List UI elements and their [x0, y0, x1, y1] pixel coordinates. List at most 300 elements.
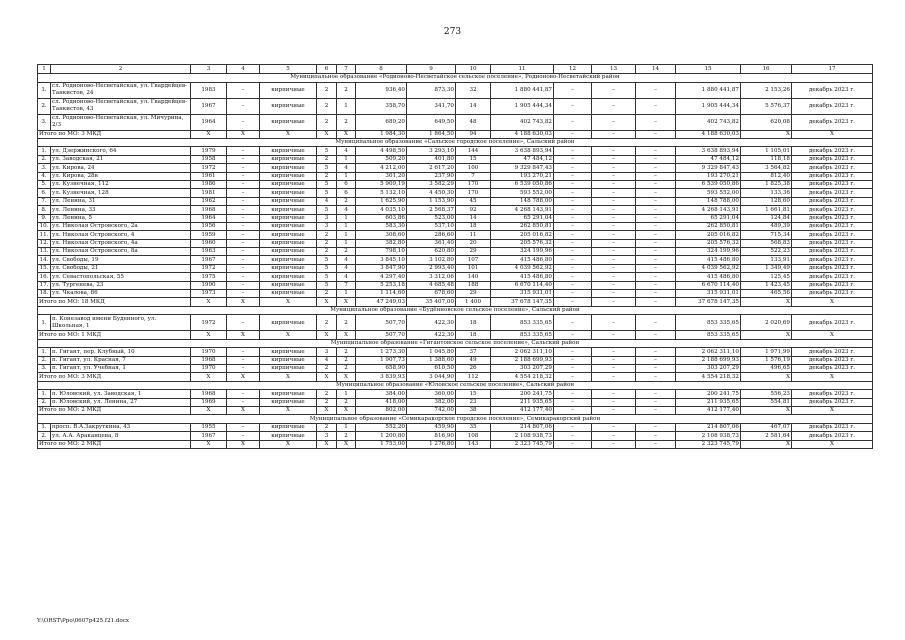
table-row — [38, 214, 873, 222]
table-row — [38, 423, 873, 431]
table-cell: – — [592, 214, 636, 222]
table-row — [38, 281, 873, 289]
table-cell: – — [636, 155, 676, 163]
table-cell: 4 — [337, 256, 356, 264]
total-cell: X — [741, 130, 792, 138]
table-cell: 6 539 050,86 — [491, 180, 554, 188]
table-cell: кирпичные — [260, 290, 317, 298]
table-cell: 35 — [456, 423, 491, 431]
table-cell: 5. — [38, 180, 51, 188]
table-cell: 523,00 — [407, 214, 456, 222]
table-row — [38, 390, 873, 398]
table-cell: 148 788,00 — [491, 197, 554, 205]
table-cell: 2 — [337, 248, 356, 256]
total-cell: – — [592, 331, 636, 339]
total-label: Итого по МО: 3 МКД — [38, 130, 191, 138]
table-cell: – — [227, 82, 260, 98]
table-cell: – — [227, 239, 260, 247]
table-cell: 6 670 114,40 — [491, 281, 554, 289]
table-cell: 5 — [317, 189, 337, 197]
table-cell: 5 — [317, 256, 337, 264]
table-cell: – — [227, 256, 260, 264]
table-cell: 124,84 — [741, 214, 792, 222]
table-cell: 2 581,64 — [741, 432, 792, 440]
total-cell: – — [554, 298, 592, 306]
table-cell: декабрь 2023 г. — [792, 398, 873, 406]
total-cell: 3 839,93 — [356, 373, 407, 381]
table-cell: 47 484,12 — [676, 155, 741, 163]
table-cell: декабрь 2023 г. — [792, 432, 873, 440]
table-cell: 1 153,90 — [407, 197, 456, 205]
table-cell: 4 297,40 — [356, 273, 407, 281]
table-cell: 101 — [456, 264, 491, 272]
total-cell: X — [792, 130, 873, 138]
table-cell: – — [227, 281, 260, 289]
total-cell: 3 044,90 — [407, 373, 456, 381]
table-cell: – — [636, 164, 676, 172]
table-cell: 1964 — [191, 214, 227, 222]
table-cell: 205 016,82 — [676, 231, 741, 239]
table-cell: 3 — [317, 214, 337, 222]
total-cell: – — [592, 373, 636, 381]
table-cell: 2 188 699,93 — [491, 356, 554, 364]
table-cell: 2. — [38, 155, 51, 163]
table-cell: декабрь 2023 г. — [792, 364, 873, 372]
table-cell: – — [554, 114, 592, 130]
total-cell: 4 554 218,32 — [676, 373, 741, 381]
table-cell: 308,60 — [356, 231, 407, 239]
total-cell: X — [191, 373, 227, 381]
table-cell: 522,23 — [741, 248, 792, 256]
table-cell: – — [554, 239, 592, 247]
total-cell: X — [227, 298, 260, 306]
total-label: Итого по МО: 2 МКД — [38, 407, 191, 415]
table-cell: декабрь 2023 г. — [792, 290, 873, 298]
total-cell: – — [554, 440, 592, 448]
table-cell: ул. Свободы, 21 — [51, 264, 191, 272]
table-cell: – — [592, 197, 636, 205]
table-row — [38, 98, 873, 114]
table-cell: 2 — [317, 315, 337, 331]
table-cell: 3 582,29 — [407, 180, 456, 188]
total-cell: 112 — [456, 373, 491, 381]
table-cell: 4 — [337, 264, 356, 272]
table-cell: – — [227, 315, 260, 331]
table-cell: – — [592, 364, 636, 372]
table-cell: 3 102,80 — [407, 256, 456, 264]
table-cell: 1970 — [191, 364, 227, 372]
table-cell: 29 — [456, 248, 491, 256]
table-cell: – — [592, 423, 636, 431]
table-cell: 5 909,19 — [356, 180, 407, 188]
table-cell: 324 199,96 — [491, 248, 554, 256]
total-cell: 853 335,65 — [676, 331, 741, 339]
table-cell: – — [227, 180, 260, 188]
total-cell: – — [554, 130, 592, 138]
table-cell: – — [592, 239, 636, 247]
table-cell: 262 850,81 — [491, 222, 554, 230]
table-cell: 1 — [337, 155, 356, 163]
housing-table — [37, 64, 873, 449]
total-cell: 2 323 745,79 — [491, 440, 554, 448]
table-cell: 1968 — [191, 206, 227, 214]
total-cell: X — [191, 298, 227, 306]
table-cell: – — [636, 432, 676, 440]
total-cell: 35 407,00 — [407, 298, 456, 306]
table-cell: – — [592, 231, 636, 239]
table-cell: кирпичные — [260, 273, 317, 281]
table-cell: 1. — [38, 315, 51, 331]
table-cell: 2 — [337, 432, 356, 440]
table-cell: 4 039 562,92 — [676, 264, 741, 272]
table-cell: 6 — [337, 180, 356, 188]
table-cell: 2 — [317, 290, 337, 298]
total-cell: X — [317, 407, 337, 415]
table-cell: 1 905 444,34 — [676, 98, 741, 114]
table-cell: – — [592, 315, 636, 331]
table-cell: 360,00 — [407, 390, 456, 398]
table-cell: 12. — [38, 239, 51, 247]
total-cell: X — [792, 373, 873, 381]
table-cell: ул. Николая Островского, 2а — [51, 222, 191, 230]
table-cell: 1 880 441,87 — [676, 82, 741, 98]
table-cell: декабрь 2023 г. — [792, 348, 873, 356]
table-cell: 2 — [337, 364, 356, 372]
table-cell: кирпичные — [260, 348, 317, 356]
table-cell: 2 188 699,93 — [676, 356, 741, 364]
table-cell: декабрь 2023 г. — [792, 423, 873, 431]
total-cell: 38 — [456, 407, 491, 415]
table-cell: 415 486,80 — [491, 256, 554, 264]
table-cell: п. Гигант, пер. Клубный, 10 — [51, 348, 191, 356]
table-cell: декабрь 2023 г. — [792, 222, 873, 230]
table-cell: 1 200,80 — [356, 432, 407, 440]
table-cell: 17. — [38, 281, 51, 289]
table-cell: 7. — [38, 197, 51, 205]
table-cell: 1 661,81 — [741, 206, 792, 214]
table-cell: – — [554, 155, 592, 163]
table-cell: 384,00 — [356, 390, 407, 398]
table-cell: п. Гигант, ул. Красная, 7 — [51, 356, 191, 364]
table-cell: 2. — [38, 98, 51, 114]
table-cell: ул. Николая Островского, 4 — [51, 231, 191, 239]
total-cell: X — [191, 331, 227, 339]
table-cell: кирпичные — [260, 222, 317, 230]
table-cell: – — [636, 189, 676, 197]
table-cell: 1 — [337, 172, 356, 180]
table-cell: декабрь 2023 г. — [792, 214, 873, 222]
table-cell: – — [227, 189, 260, 197]
table-cell: 214 807,06 — [491, 423, 554, 431]
total-cell: X — [191, 407, 227, 415]
total-cell: X — [260, 130, 317, 138]
table-cell: – — [636, 180, 676, 188]
total-cell: – — [592, 298, 636, 306]
table-cell: 402 743,82 — [491, 114, 554, 130]
table-cell: 1959 — [191, 231, 227, 239]
table-cell: – — [636, 356, 676, 364]
table-cell: 133,36 — [741, 189, 792, 197]
table-cell: – — [227, 197, 260, 205]
total-cell: X — [741, 407, 792, 415]
total-cell: – — [636, 298, 676, 306]
table-cell: 301,20 — [356, 172, 407, 180]
table-cell: декабрь 2023 г. — [792, 356, 873, 364]
total-row — [38, 373, 873, 381]
table-cell: 1 045,80 — [407, 348, 456, 356]
table-cell: – — [636, 214, 676, 222]
table-cell: – — [554, 82, 592, 98]
table-cell: – — [227, 364, 260, 372]
table-cell: – — [636, 172, 676, 180]
table-cell: 1 423,45 — [741, 281, 792, 289]
total-cell: – — [636, 331, 676, 339]
table-cell: 5 132,10 — [356, 189, 407, 197]
table-cell: – — [227, 348, 260, 356]
table-cell: 211 935,65 — [676, 398, 741, 406]
table-cell: 1. — [38, 82, 51, 98]
table-cell: декабрь 2023 г. — [792, 155, 873, 163]
table-cell: кирпичные — [260, 398, 317, 406]
table-cell: 2 062 311,10 — [676, 348, 741, 356]
table-cell: 10. — [38, 222, 51, 230]
total-cell: 94 — [456, 130, 491, 138]
table-cell: 205 016,82 — [491, 231, 554, 239]
table-cell: 237,90 — [407, 172, 456, 180]
section-title: Муниципальное образование «Родионово-Несветайское сельское поселение», Родионово-Несветайский район — [38, 74, 873, 83]
column-header: 14 — [636, 65, 676, 74]
table-cell: кирпичные — [260, 155, 317, 163]
table-cell: 286,60 — [407, 231, 456, 239]
table-cell: 2 — [317, 231, 337, 239]
table-cell: – — [554, 290, 592, 298]
table-cell: декабрь 2023 г. — [792, 147, 873, 155]
table-cell: кирпичные — [260, 98, 317, 114]
table-cell: 214 807,06 — [676, 423, 741, 431]
table-cell: 415 486,80 — [676, 256, 741, 264]
table-cell: ул. Ленина, 5 — [51, 214, 191, 222]
table-cell: – — [592, 290, 636, 298]
total-row — [38, 130, 873, 138]
table-cell: 1962 — [191, 197, 227, 205]
total-cell: – — [592, 407, 636, 415]
total-cell: – — [636, 407, 676, 415]
table-cell: 853 335,65 — [491, 315, 554, 331]
table-cell: кирпичные — [260, 114, 317, 130]
table-cell: декабрь 2023 г. — [792, 82, 873, 98]
table-cell: 873,30 — [407, 82, 456, 98]
table-cell: 13. — [38, 248, 51, 256]
table-cell: – — [592, 172, 636, 180]
table-cell: 401,80 — [407, 155, 456, 163]
table-cell: ул. Свободы, 19 — [51, 256, 191, 264]
table-cell: 341,70 — [407, 98, 456, 114]
table-cell: – — [636, 82, 676, 98]
table-cell: п. Юловский, ул. Заводская, 1 — [51, 390, 191, 398]
table-cell: 15 — [456, 155, 491, 163]
column-header: 2 — [51, 65, 191, 74]
section-title: Муниципальное образование «Юловское сельское поселение», Сальский район — [38, 381, 873, 390]
section-row — [38, 415, 873, 424]
table-cell: 4 685,48 — [407, 281, 456, 289]
table-cell: – — [592, 281, 636, 289]
total-cell: X — [260, 407, 317, 415]
column-header: 10 — [456, 65, 491, 74]
total-cell: 4 554 218,32 — [491, 373, 554, 381]
table-cell: 1963 — [191, 248, 227, 256]
table-cell: – — [227, 147, 260, 155]
table-cell: 2 — [337, 197, 356, 205]
table-cell: 11. — [38, 231, 51, 239]
table-row — [38, 290, 873, 298]
table-cell: 2 — [317, 398, 337, 406]
table-cell: декабрь 2023 г. — [792, 206, 873, 214]
total-cell: – — [554, 407, 592, 415]
table-cell: 382,80 — [356, 239, 407, 247]
table-cell: 2 — [317, 390, 337, 398]
table-cell: 32 — [456, 82, 491, 98]
table-cell: 3 — [317, 432, 337, 440]
table-cell: 315 931,01 — [491, 290, 554, 298]
table-cell: 415 486,80 — [491, 273, 554, 281]
table-cell: 2 — [317, 98, 337, 114]
table-row — [38, 364, 873, 372]
table-cell: – — [636, 348, 676, 356]
table-cell: 1972 — [191, 315, 227, 331]
total-cell: 37 678 147,35 — [676, 298, 741, 306]
total-cell: 507,70 — [356, 331, 407, 339]
section-row — [38, 138, 873, 147]
table-cell: 610,50 — [407, 364, 456, 372]
table-cell: 554,81 — [741, 398, 792, 406]
table-cell: 4 039 562,92 — [491, 264, 554, 272]
table-cell: 620,08 — [741, 114, 792, 130]
table-cell: 1 — [337, 214, 356, 222]
total-cell: X — [317, 298, 337, 306]
total-cell: X — [191, 440, 227, 448]
table-cell: 144 — [456, 147, 491, 155]
total-cell: X — [227, 130, 260, 138]
table-cell: 2 568,37 — [407, 206, 456, 214]
table-cell: – — [554, 231, 592, 239]
table-cell: – — [592, 398, 636, 406]
table-cell: – — [636, 264, 676, 272]
table-cell: 3 293,10 — [407, 147, 456, 155]
table-cell: – — [227, 264, 260, 272]
table-cell: – — [554, 256, 592, 264]
table-cell: 303 207,29 — [676, 364, 741, 372]
table-cell: 5 — [317, 273, 337, 281]
table-cell: – — [592, 432, 636, 440]
table-cell: ул. Кирова, 28в — [51, 172, 191, 180]
table-cell: – — [592, 264, 636, 272]
table-cell: 9. — [38, 214, 51, 222]
total-cell: X — [260, 440, 317, 448]
table-cell: 1970 — [191, 348, 227, 356]
table-cell: – — [636, 364, 676, 372]
table-cell: кирпичные — [260, 189, 317, 197]
table-cell: 303 207,29 — [491, 364, 554, 372]
table-row — [38, 206, 873, 214]
total-label: Итого по МО: 1 МКД — [38, 331, 191, 339]
table-cell: 2 — [317, 239, 337, 247]
table-cell: – — [592, 256, 636, 264]
table-cell: – — [592, 206, 636, 214]
table-cell: 537,10 — [407, 222, 456, 230]
table-cell: – — [554, 264, 592, 272]
table-cell: 16. — [38, 273, 51, 281]
table-cell: ул. Севастопольская, 55 — [51, 273, 191, 281]
table-cell: 507,70 — [356, 315, 407, 331]
total-label: Итого по МО: 2 МКД — [38, 440, 191, 448]
table-cell: 798,10 — [356, 248, 407, 256]
total-cell: X — [337, 331, 356, 339]
table-cell: – — [227, 155, 260, 163]
table-cell: 7 — [456, 172, 491, 180]
table-cell: кирпичные — [260, 214, 317, 222]
table-row — [38, 231, 873, 239]
table-cell: 108 — [456, 432, 491, 440]
table-cell: кирпичные — [260, 147, 317, 155]
table-cell: 556,23 — [741, 390, 792, 398]
table-cell: 4 — [317, 197, 337, 205]
column-header: 3 — [191, 65, 227, 74]
total-cell: 1 753,00 — [356, 440, 407, 448]
table-cell: – — [554, 147, 592, 155]
table-cell: декабрь 2023 г. — [792, 114, 873, 130]
total-cell: X — [317, 331, 337, 339]
table-cell: 18 — [456, 222, 491, 230]
total-cell: 422,30 — [407, 331, 456, 339]
table-cell: – — [554, 281, 592, 289]
table-cell: – — [592, 189, 636, 197]
table-cell: 459,90 — [407, 423, 456, 431]
table-cell: 148 788,00 — [676, 197, 741, 205]
table-cell: 3 845,10 — [356, 256, 407, 264]
table-cell: – — [636, 248, 676, 256]
table-cell: сл. Родионово-Несветайская, ул. Мичурина, 2/3 — [51, 114, 191, 130]
table-cell: – — [554, 189, 592, 197]
column-header: 16 — [741, 65, 792, 74]
column-header: 17 — [792, 65, 873, 74]
table-cell: 23 — [456, 398, 491, 406]
table-cell: 1 273,30 — [356, 348, 407, 356]
table-cell: 1973 — [191, 290, 227, 298]
section-title: Муниципальное образование «Сальское городское поселение», Сальский район — [38, 138, 873, 147]
table-cell: – — [554, 197, 592, 205]
table-cell: – — [227, 114, 260, 130]
total-cell: 47 249,03 — [356, 298, 407, 306]
total-cell: – — [592, 440, 636, 448]
total-cell: X — [260, 298, 317, 306]
table-cell: 658,90 — [356, 364, 407, 372]
table-cell: 2 — [317, 172, 337, 180]
table-cell: – — [636, 398, 676, 406]
table-cell: – — [636, 290, 676, 298]
table-row — [38, 432, 873, 440]
table-cell: 620,80 — [407, 248, 456, 256]
table-cell: п. Конезавод имени Буденного, ул. Школьная, 1 — [51, 315, 191, 331]
total-cell: 1 400 — [456, 298, 491, 306]
table-cell: 15. — [38, 264, 51, 272]
table-cell: 1967 — [191, 98, 227, 114]
table-cell: 5 — [317, 264, 337, 272]
table-cell: – — [592, 164, 636, 172]
table-cell: 2 — [317, 364, 337, 372]
table-cell: – — [554, 364, 592, 372]
table-cell: – — [227, 172, 260, 180]
table-cell: 1 388,60 — [407, 356, 456, 364]
